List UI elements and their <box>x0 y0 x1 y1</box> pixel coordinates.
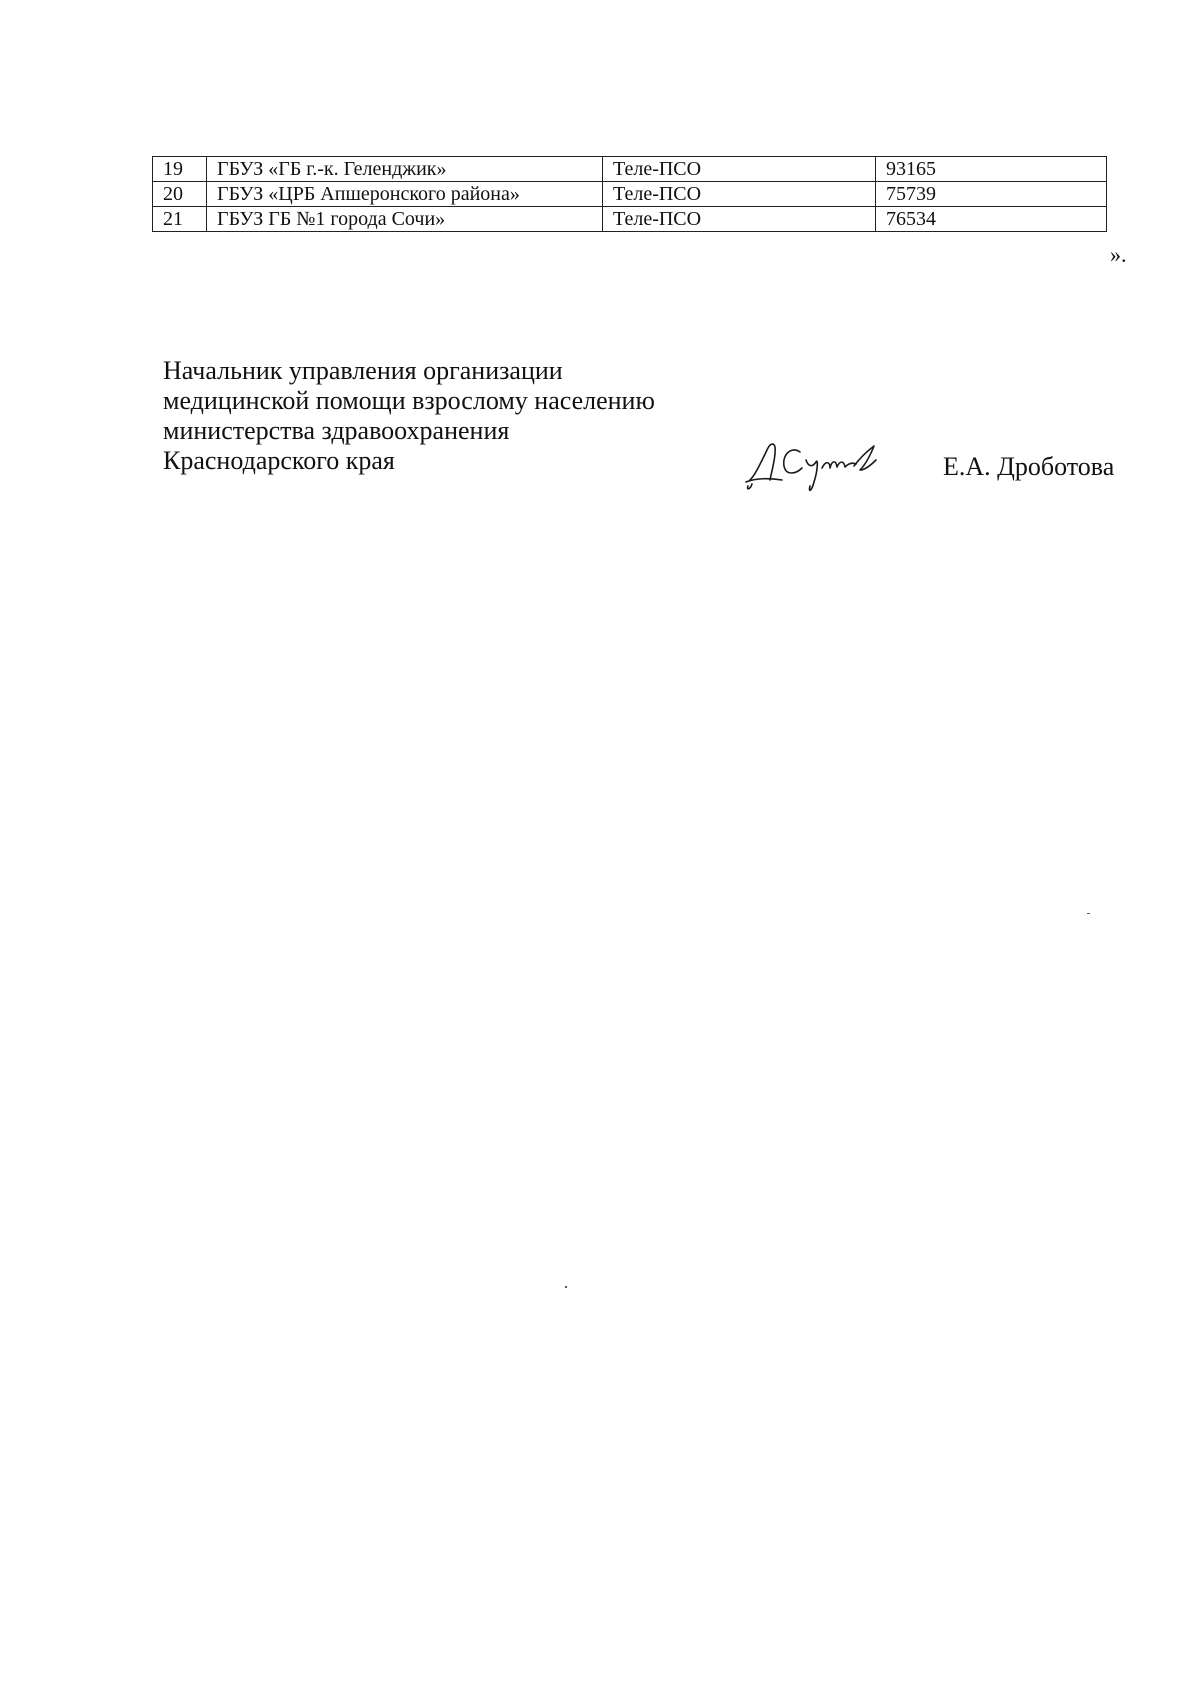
signer-name: Е.А. Дроботова <box>943 452 1115 481</box>
facility-type: Теле-ПСО <box>603 207 876 232</box>
table-row <box>153 157 1107 182</box>
signer-title-line: Краснодарского края <box>163 446 395 475</box>
row-number: 21 <box>153 207 207 232</box>
facility-name: ГБУЗ «ЦРБ Апшеронского района» <box>207 182 603 207</box>
table-row <box>153 182 1107 207</box>
signer-title-line: Начальник управления организации <box>163 356 563 385</box>
closing-quote: ». <box>1110 242 1127 267</box>
facility-code: 76534 <box>876 207 1107 232</box>
facility-name: ГБУЗ «ГБ г.-к. Геленджик» <box>207 157 603 182</box>
signer-title <box>163 356 655 476</box>
facility-name: ГБУЗ ГБ №1 города Сочи» <box>207 207 603 232</box>
table-row <box>153 207 1107 232</box>
scan-speck <box>1087 913 1090 914</box>
signer-title-line: медицинской помощи взрослому населению <box>163 386 655 415</box>
facility-code: 93165 <box>876 157 1107 182</box>
facilities-table <box>152 156 1107 232</box>
signer-title-line: министерства здравоохранения <box>163 416 510 445</box>
scan-speck <box>565 1286 567 1288</box>
facility-type: Теле-ПСО <box>603 182 876 207</box>
facility-code: 75739 <box>876 182 1107 207</box>
handwritten-signature <box>742 434 892 498</box>
facility-type: Теле-ПСО <box>603 157 876 182</box>
row-number: 19 <box>153 157 207 182</box>
row-number: 20 <box>153 182 207 207</box>
